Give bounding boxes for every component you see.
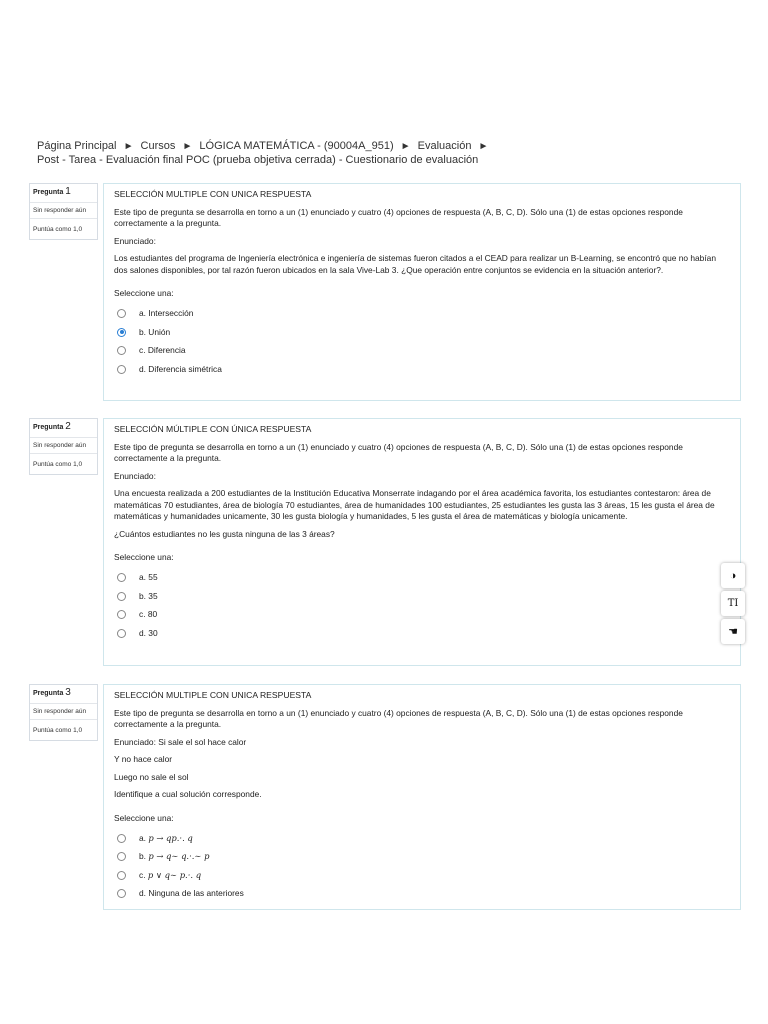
option-prefix: b. — [139, 851, 146, 861]
option-label: b. 35 — [139, 590, 158, 601]
option-prefix: a. — [139, 832, 146, 843]
question-state: Sin responder aún — [33, 708, 87, 715]
question-intro: Este tipo de pregunta se desarrolla en torno a un (1) enunciado y cuatro (4) opciones de respuesta (A, B, C, D). Sólo una (1) de estas opciones responde correctamente a la pregunta. — [114, 206, 683, 228]
question-title: SELECCIÓN MULTIPLE CON UNICA RESPUESTA — [114, 189, 312, 199]
radio-button[interactable] — [117, 834, 126, 843]
radio-button[interactable] — [117, 610, 126, 619]
answer-option[interactable] — [114, 624, 730, 643]
question-number: Pregunta 3 — [33, 687, 71, 698]
answer-option[interactable] — [114, 848, 730, 867]
question-info — [29, 183, 98, 240]
question-body: Una encuesta realizada a 200 estudiantes de la Institución Educativa Monserrate indagando por el área académica favorita, los estudiantes contestaron: área de matemáticas 70 estudiantes, área de biología 70 estudiantes, área de humanidades 100 estudiantes, 25 estudiantes les gusta las 3 áreas, 15 les gusta el área de matemáticas y humanidades unicamente, 30 les gusta biología y humanidades, 5 les gusta el área de matemáticas y biología unicamente. — [114, 488, 715, 521]
answer-option[interactable] — [114, 342, 730, 361]
breadcrumb-course-link[interactable]: LÓGICA MATEMÁTICA - (90004A_951) — [199, 140, 394, 152]
option-label: b. Unión — [139, 326, 171, 337]
option-label: c. Diferencia — [139, 345, 186, 355]
answer-option[interactable] — [114, 569, 730, 588]
option-label: d. 30 — [139, 627, 158, 638]
question-line: Luego no sale el sol — [114, 771, 189, 782]
question-intro: Este tipo de pregunta se desarrolla en torno a un (1) enunciado y cuatro (4) opciones de respuesta (A, B, C, D). Sólo una (1) de estas opciones responde correctamente a la pregunta. — [114, 707, 683, 729]
radio-button[interactable] — [117, 592, 126, 601]
option-label: Ninguna de las anteriores — [148, 888, 244, 898]
question-grade: Puntúa como 1,0 — [33, 727, 83, 734]
question-body: Los estudiantes del programa de Ingeniería electrónica e ingeniería de sistemas fueron citados a el CEAD para realizar un B-Learning, se encontró que no habían dos salones disponibles, por tal razón fueron ubicados en la sala Vive-Lab 3. ¿Que operación entre conjuntos se evidencia en la situación anterior?. — [114, 253, 716, 275]
question-number: Pregunta 1 — [33, 186, 71, 197]
breadcrumb-home-link[interactable]: Página Principal — [37, 140, 117, 152]
breadcrumb-quiz-link[interactable]: Post - Tarea - Evaluación final POC (prueba objetiva cerrada) - Cuestionario de evaluación — [37, 153, 479, 166]
question-line: Enunciado: Si sale el sol hace calor — [114, 736, 247, 747]
radio-button-selected[interactable] — [117, 328, 126, 337]
question-info — [29, 418, 98, 475]
question-title: SELECCIÓN MULTIPLE CON UNICA RESPUESTA — [114, 690, 312, 700]
option-prefix: c. — [139, 869, 146, 880]
radio-button[interactable] — [117, 871, 126, 880]
answer-option[interactable] — [114, 587, 730, 606]
question-grade: Puntúa como 1,0 — [33, 226, 83, 233]
breadcrumb — [37, 140, 737, 167]
radio-button[interactable] — [117, 309, 126, 318]
option-formula: p → q∼ q.·.∼ p — [148, 851, 210, 861]
question-line: Y no hace calor — [114, 754, 173, 764]
option-label: a. Intersección — [139, 308, 194, 318]
option-prefix: d. — [139, 888, 146, 898]
breadcrumb-separator: ► — [182, 141, 193, 152]
text-size-icon[interactable]: TI — [721, 591, 745, 616]
option-formula: p ∨ q∼ p.·. q — [147, 869, 202, 880]
breadcrumb-separator: ► — [478, 141, 489, 152]
answer-option[interactable] — [114, 323, 730, 342]
question-state: Sin responder aún — [33, 442, 87, 449]
answer-option[interactable] — [114, 885, 730, 904]
question-info — [29, 684, 98, 741]
answer-prompt: Seleccione una: — [114, 812, 174, 823]
question-title: SELECCIÓN MÚLTIPLE CON ÚNICA RESPUESTA — [114, 424, 312, 434]
question-number: Pregunta 2 — [33, 421, 71, 432]
radio-button[interactable] — [117, 573, 126, 582]
option-label: a. 55 — [139, 572, 158, 582]
radio-button[interactable] — [117, 365, 126, 374]
hand-pointer-icon[interactable]: ☚ — [721, 619, 745, 644]
breadcrumb-separator: ► — [123, 141, 134, 152]
option-formula: p → qp.·. q — [148, 832, 193, 843]
answer-option[interactable] — [114, 606, 730, 625]
breadcrumb-courses-link[interactable]: Cursos — [140, 140, 176, 152]
breadcrumb-evaluation-link[interactable]: Evaluación — [417, 140, 472, 152]
question-content — [103, 183, 741, 401]
answer-prompt: Seleccione una: — [114, 288, 174, 298]
question-enunciado-label: Enunciado: — [114, 235, 156, 246]
answer-option[interactable] — [114, 305, 730, 324]
answer-option[interactable] — [114, 360, 730, 379]
question-enunciado-label: Enunciado: — [114, 470, 156, 481]
radio-button[interactable] — [117, 852, 126, 861]
question-state: Sin responder aún — [33, 207, 87, 214]
question-content — [103, 418, 741, 666]
question-grade: Puntúa como 1,0 — [33, 461, 83, 468]
accessibility-toolbar — [721, 563, 745, 647]
option-label: d. Diferencia simétrica — [139, 363, 222, 374]
radio-button[interactable] — [117, 346, 126, 355]
question-content — [103, 684, 741, 910]
radio-button[interactable] — [117, 889, 126, 898]
breadcrumb-separator: ► — [400, 141, 411, 152]
answer-option[interactable] — [114, 829, 730, 848]
option-label: c. 80 — [139, 609, 158, 619]
radio-button[interactable] — [117, 629, 126, 638]
question-text: ¿Cuántos estudiantes no les gusta ninguna de las 3 áreas? — [114, 528, 335, 539]
question-line: Identifique a cual solución corresponde. — [114, 789, 262, 799]
question-intro: Este tipo de pregunta se desarrolla en torno a un (1) enunciado y cuatro (4) opciones de respuesta (A, B, C, D). Sólo una (1) de estas opciones responde correctamente a la pregunta. — [114, 441, 683, 463]
contrast-icon[interactable]: ◑ — [721, 563, 745, 588]
answer-option[interactable] — [114, 866, 730, 885]
answer-prompt: Seleccione una: — [114, 552, 174, 562]
